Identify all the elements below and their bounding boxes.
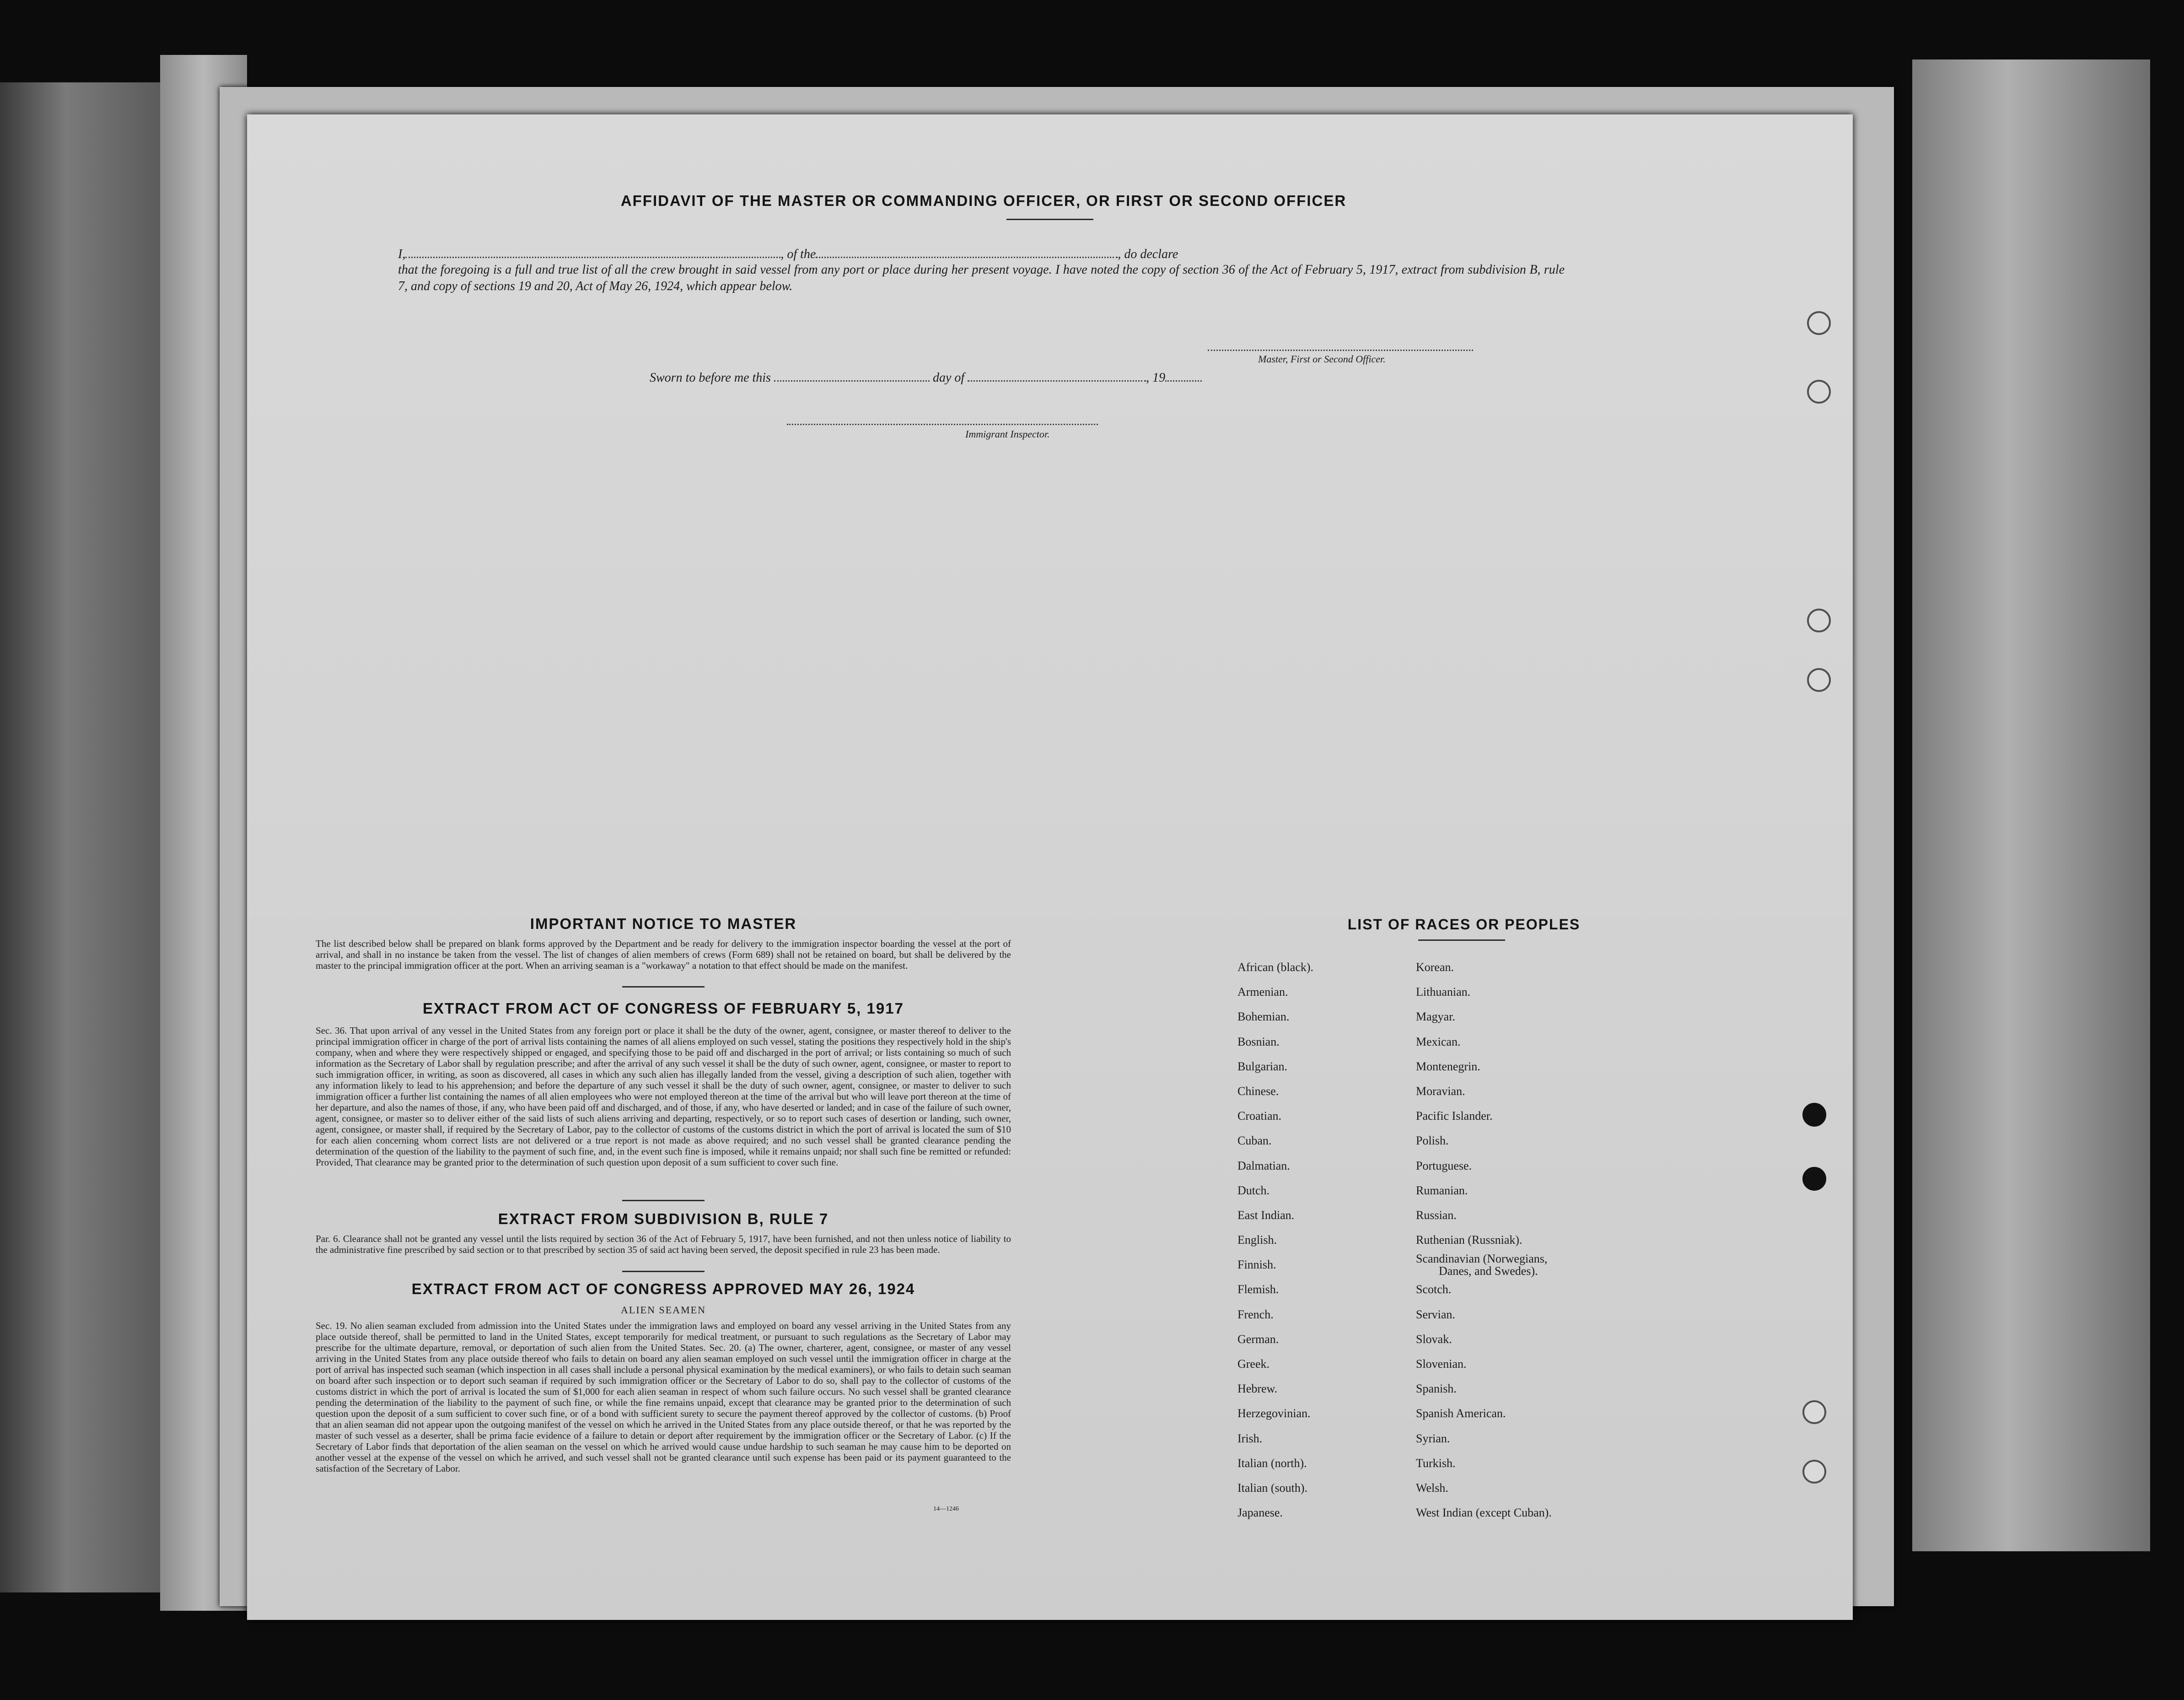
title-rule	[1006, 219, 1093, 220]
race-item: Chinese.	[1237, 1084, 1279, 1098]
backing-board-left	[0, 82, 165, 1592]
affidavit-body: that the foregoing is a full and true list of all the crew brought in said vessel from any port or place during her present voyage. I have noted the copy of section 36 of the Act of February 5, 1917, extract from subdivision B, rule 7, and copy of sections 19 and 20, Act of May 26, 1924, which appear below.	[398, 263, 1565, 293]
notice-body: The list described below shall be prepared on blank forms approved by the Department and be ready for delivery to the immigration inspector boarding the vessel at the port of arrival, and shall in no instance be taken from the vessel. The list of changes of alien members of crews (Form 689) shall not be retained on board, but shall be delivered by the master to the principal immigration officer at the port. When an arriving seaman is a "workaway" a notation to that effect should be made on the manifest.	[316, 938, 1011, 971]
races-right-column	[1416, 955, 1690, 1525]
sworn-prefix: Sworn to before me this	[650, 371, 771, 385]
affidavit-declaration-line	[398, 245, 1565, 262]
race-item: Cuban.	[1237, 1134, 1272, 1148]
declaration-mid: , of the	[780, 247, 816, 261]
punch-hole	[1802, 1400, 1826, 1424]
race-item-line: Scandinavian (Norwegians,	[1416, 1252, 1548, 1266]
backing-board-right	[1912, 59, 2150, 1551]
signature-caption: Master, First or Second Officer.	[1258, 353, 1386, 365]
race-item: Dutch.	[1237, 1183, 1270, 1197]
punch-hole	[1802, 1167, 1826, 1191]
race-item: Bohemian.	[1237, 1010, 1290, 1024]
section-rule	[622, 1200, 705, 1201]
race-item: Polish.	[1416, 1134, 1449, 1148]
name-field[interactable]	[405, 245, 780, 258]
sworn-year: , 19	[1146, 371, 1166, 385]
vessel-field[interactable]	[816, 245, 1118, 258]
race-item	[1416, 1252, 1690, 1277]
race-item: Bulgarian.	[1237, 1059, 1288, 1073]
extract-1924-title: EXTRACT FROM ACT OF CONGRESS APPROVED MAY 26, 1924	[411, 1280, 915, 1297]
race-item: Mexican.	[1416, 1035, 1461, 1048]
sworn-mid: day of	[932, 371, 965, 385]
rule7-body: Par. 6. Clearance shall not be granted any vessel until the lists required by section 36 of the Act of February 5, 1917, have been furnished, and not then unless notice of liability to the administrative fine prescribed by said section or to that prescribed by section 35 of said act having been served, the deposit specified in rule 23 has been made.	[316, 1233, 1011, 1255]
race-item: Syrian.	[1416, 1431, 1450, 1445]
race-item: Japanese.	[1237, 1506, 1283, 1520]
race-item: Greek.	[1237, 1357, 1270, 1371]
declaration-prefix: I,	[398, 247, 406, 261]
rule7-title: EXTRACT FROM SUBDIVISION B, RULE 7	[498, 1210, 829, 1227]
extract-1917-title: EXTRACT FROM ACT OF CONGRESS OF FEBRUARY 5, 1917	[423, 1000, 904, 1017]
race-item: East Indian.	[1237, 1208, 1295, 1222]
notice-title: IMPORTANT NOTICE TO MASTER	[530, 915, 797, 932]
extract-1924-subtitle: ALIEN SEAMEN	[621, 1304, 706, 1316]
sworn-year-field[interactable]	[1165, 368, 1202, 382]
inspector-caption: Immigrant Inspector.	[965, 428, 1050, 440]
race-item: Irish.	[1237, 1431, 1263, 1445]
race-item: West Indian (except Cuban).	[1416, 1506, 1552, 1520]
section-rule	[622, 1271, 705, 1272]
race-item: Lithuanian.	[1416, 985, 1471, 999]
race-item: Magyar.	[1416, 1010, 1455, 1024]
punch-hole	[1807, 609, 1831, 632]
punch-hole	[1807, 380, 1831, 404]
extract-1917-body: Sec. 36. That upon arrival of any vessel in the United States from any foreign port or place it shall be the duty of the owner, agent, consignee, or master thereof to deliver to the principal immigration officer in charge of the port of arrival lists containing the names of all aliens employed on such vessel, stating the positions they respectively hold in the ship's company, when and where they were respectively shipped or engaged, and specifying those to be paid off and discharged in the port of arrival; or lists containing so much of such information as the Secretary of Labor shall by regulation prescribe; and after the arrival of any such vessel it shall be the duty of such owner, agent, consignee, or master to report to such immigration officer, in writing, as soon as discovered, all cases in which any such alien has illegally landed from the vessel, giving a description of such alien, together with any information likely to lead to his apprehension; and before the departure of any such vessel it shall be the duty of such owner, agent, consignee, or master to deliver to such immigration officer a further list containing the names of all alien employees who were not employed thereon at the time of the arrival but who will leave port thereon at the time of her departure, and also the names of those, if any, who have been paid off and discharged, and of those, if any, who have deserted or landed; and in case of the failure of such owner, agent, consignee, or master so to deliver either of the said lists of such aliens arriving and departing, respectively, or so to report such cases of desertion or landing, such owner, agent, consignee, or master shall, if required by the Secretary of Labor, pay to the collector of customs of the customs district in which the port of arrival is located the sum of $10 for each alien concerning whom correct lists are not delivered or a true report is not made as above required; and no such vessel shall be granted clearance pending the determination of the question of the liability to the payment of such fine, and, in the event such fine is imposed, while it remains unpaid; nor shall such fine be remitted or refunded: Provided, That clearance may be granted prior to the determination of such question upon deposit of a sum sufficient to cover such fine.	[316, 1025, 1011, 1168]
sworn-day-field[interactable]	[774, 368, 930, 382]
sworn-month-field[interactable]	[968, 368, 1146, 382]
race-item: Rumanian.	[1416, 1183, 1468, 1197]
punch-hole	[1802, 1103, 1826, 1127]
race-item: Slovak.	[1416, 1332, 1452, 1346]
declaration-end: , do declare	[1118, 247, 1178, 261]
race-item: African (black).	[1237, 961, 1314, 974]
form-number: 14—1246	[933, 1506, 959, 1512]
punch-hole	[1802, 1460, 1826, 1484]
race-item: Servian.	[1416, 1307, 1455, 1321]
affidavit-title: AFFIDAVIT OF THE MASTER OR COMMANDING OFFICER, OR FIRST OR SECOND OFFICER	[620, 192, 1347, 209]
race-item: Herzegovinian.	[1237, 1407, 1311, 1420]
punch-hole	[1807, 668, 1831, 692]
race-item: Spanish American.	[1416, 1407, 1506, 1420]
race-item: Finnish.	[1237, 1258, 1276, 1272]
race-item: Slovenian.	[1416, 1357, 1467, 1371]
race-item: Russian.	[1416, 1208, 1457, 1222]
race-item: Welsh.	[1416, 1481, 1448, 1495]
signature-line[interactable]	[1208, 338, 1473, 351]
race-item: Flemish.	[1237, 1283, 1279, 1296]
race-item: English.	[1237, 1233, 1277, 1247]
race-item: Ruthenian (Russniak).	[1416, 1233, 1522, 1247]
race-item: Moravian.	[1416, 1084, 1465, 1098]
race-item: Dalmatian.	[1237, 1159, 1290, 1172]
race-item: French.	[1237, 1307, 1274, 1321]
race-item: Hebrew.	[1237, 1382, 1278, 1396]
extract-1924-body: Sec. 19. No alien seaman excluded from admission into the United States under the immigration laws and employed on board any vessel arriving in the United States from any place outside thereof, shall be permitted to land in the United States, except temporarily for medical treatment, or pursuant to such regulations as the Secretary of Labor may prescribe for the ultimate departure, removal, or deportation of such alien from the United States. Sec. 20. (a) The owner, charterer, agent, consignee, or master of any vessel arriving in the United States from any place outside thereof who fails to detain on board any alien seaman employed on such vessel until the immigration officer in charge at the port of arrival has inspected such seaman (which inspection in all cases shall include a personal physical examination by the medical examiners), or who fails to detain such seaman on board after such inspection or to deport such seaman if required by such immigration officer or the Secretary of Labor to do so, shall pay to the collector of customs of the customs district in which the port of arrival is located the sum of $1,000 for each alien seaman in respect of whom such failure occurs. No such vessel shall be granted clearance pending the determination of the liability to the payment of such fine, or while the fine remains unpaid, except that clearance may be granted prior to the determination of such question upon the deposit of a sum sufficient to cover such fine, or of a bond with sufficient surety to secure the payment thereof approved by the collector of customs. (b) Proof that an alien seaman did not appear upon the outgoing manifest of the vessel on which he arrived in the United States from any place outside thereof, or that he was reported by the master of such vessel as a deserter, shall be prima facie evidence of a failure to detain or deport after requirement by the immigration officer or the Secretary of Labor. (c) If the Secretary of Labor finds that deportation of the alien seaman on the vessel on which he arrived would cause undue hardship to such seaman he may cause him to be deported on another vessel at the expense of the vessel on which he arrived, and such vessel shall not be granted clearance until such expense has been paid or its payment guaranteed to the satisfaction of the Secretary of Labor.	[316, 1320, 1011, 1474]
race-item: Bosnian.	[1237, 1035, 1280, 1048]
section-rule	[622, 986, 705, 988]
races-left-column	[1237, 955, 1411, 1525]
race-item: Korean.	[1416, 961, 1454, 974]
document-page	[247, 114, 1853, 1620]
race-item: Spanish.	[1416, 1382, 1457, 1396]
race-item: German.	[1237, 1332, 1279, 1346]
race-item: Portuguese.	[1416, 1159, 1472, 1172]
punch-hole	[1807, 311, 1831, 335]
race-item-line: Danes, and Swedes).	[1439, 1264, 1538, 1278]
race-item: Armenian.	[1237, 985, 1288, 999]
sworn-line	[650, 368, 1202, 385]
races-rule	[1418, 939, 1505, 941]
race-item: Italian (south).	[1237, 1481, 1308, 1495]
race-item: Pacific Islander.	[1416, 1109, 1493, 1123]
race-item: Scotch.	[1416, 1283, 1452, 1296]
race-item: Montenegrin.	[1416, 1059, 1480, 1073]
race-item: Croatian.	[1237, 1109, 1282, 1123]
race-item: Italian (north).	[1237, 1456, 1307, 1470]
race-item: Turkish.	[1416, 1456, 1456, 1470]
races-title: LIST OF RACES OR PEOPLES	[1347, 916, 1581, 933]
inspector-signature-line[interactable]	[787, 412, 1098, 425]
